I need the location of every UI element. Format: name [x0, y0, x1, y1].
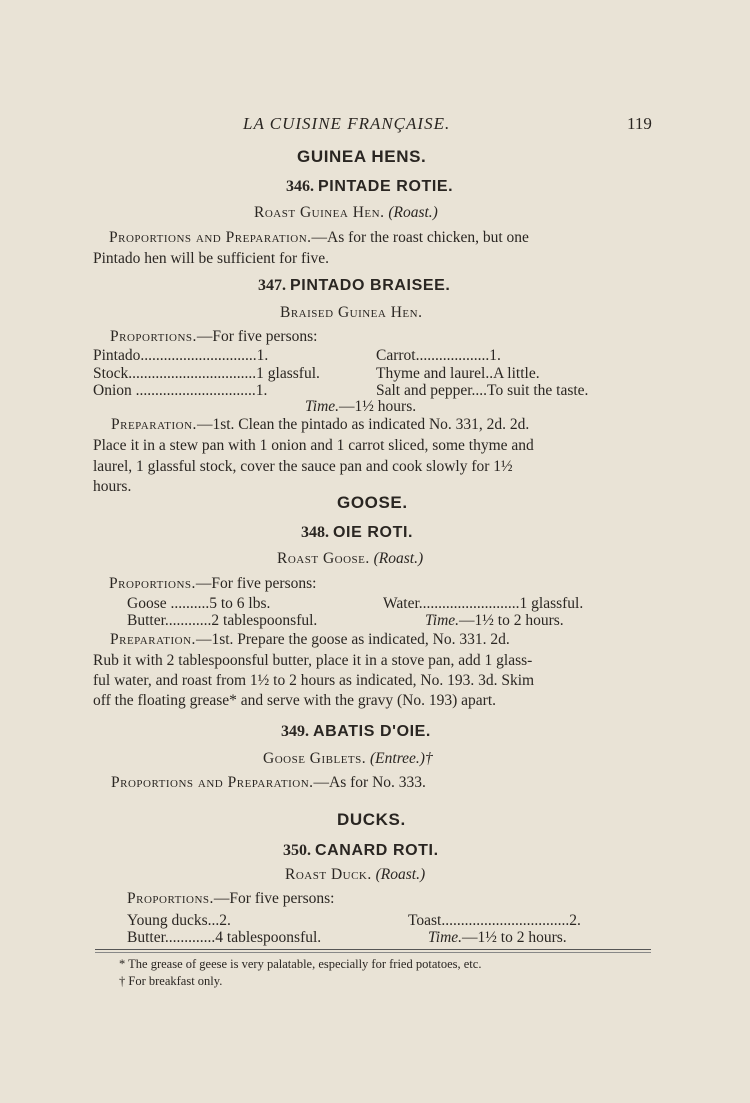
recipe-347-preparation	[111, 416, 529, 434]
ingredient-right: Toast.................................2.	[408, 912, 581, 929]
recipe-346-heading	[286, 178, 453, 196]
recipe-349-heading	[281, 723, 431, 741]
proportions-text: —For five persons:	[196, 328, 318, 345]
ingredient-left: Stock.................................1 glassful.	[93, 365, 320, 382]
recipe-subtitle-style: (Roast.)	[388, 204, 438, 221]
recipe-346-proportions	[109, 229, 529, 247]
time-value: —1½ hours.	[339, 398, 417, 415]
proportions-label: Proportions.	[109, 575, 196, 592]
footnote-rule	[95, 949, 651, 950]
page-number: 119	[627, 114, 652, 133]
recipe-346-proportions-cont: Pintado hen will be sufficient for five.	[93, 250, 330, 267]
recipe-348-preparation	[110, 631, 510, 649]
recipe-number: 349.	[281, 723, 309, 740]
preparation-line: off the floating grease* and serve with the gravy (No. 193) apart.	[93, 692, 497, 709]
proportions-text: —As for No. 333.	[313, 774, 426, 791]
time-label: Time.	[428, 929, 463, 946]
recipe-number: 348.	[301, 524, 329, 541]
preparation-text: —1st. Prepare the goose as indicated, No. 331. 2d.	[195, 631, 510, 648]
recipe-subtitle: Roast Duck.	[285, 866, 372, 883]
preparation-line: laurel, 1 glassful stock, cover the sauce pan and cook slowly for 1½	[93, 458, 513, 475]
cooking-time	[305, 398, 416, 416]
ingredient-left: Butter.............4 tablespoonsful.	[127, 929, 322, 946]
recipe-subtitle: Goose Giblets.	[263, 750, 367, 767]
footnote-breakfast: † For breakfast only.	[119, 974, 223, 988]
recipe-number: 346.	[286, 178, 314, 195]
running-title: LA CUISINE FRANÇAISE.	[243, 114, 451, 133]
proportions-text: —For five persons:	[195, 575, 317, 592]
proportions-text: —As for the roast chicken, but one	[311, 229, 529, 246]
preparation-line: Rub it with 2 tablespoonsful butter, place it in a stove pan, add 1 glass-	[93, 652, 533, 669]
recipe-subtitle-style: (Roast.)	[375, 866, 426, 883]
recipe-number: 347.	[258, 277, 286, 294]
time-label: Time.	[305, 398, 340, 415]
recipe-347-subtitle: Braised Guinea Hen.	[280, 304, 423, 321]
preparation-line: ful water, and roast from 1½ to 2 hours as indicated, No. 193. 3d. Skim	[93, 672, 535, 689]
recipe-title: CANARD ROTI.	[315, 842, 439, 859]
preparation-label: Preparation.	[110, 631, 196, 648]
recipe-349-subtitle	[263, 750, 433, 768]
recipe-subtitle-style: (Roast.)	[373, 550, 424, 567]
recipe-347-proportions	[110, 328, 317, 346]
time-value: —1½ to 2 hours.	[459, 612, 564, 629]
cooking-time	[425, 612, 564, 630]
preparation-text: —1st. Clean the pintado as indicated No. 331, 2d. 2d.	[196, 416, 530, 433]
cooking-time	[428, 929, 567, 947]
recipe-title: ABATIS D'OIE.	[313, 723, 431, 740]
ingredient-right: Carrot...................1.	[376, 347, 501, 364]
ingredient-left: Onion ...............................1.	[93, 382, 268, 399]
recipe-347-heading	[258, 277, 450, 295]
recipe-title: OIE ROTI.	[333, 524, 414, 541]
footnote-grease: * The grease of geese is very palatable, especially for fried potatoes, etc.	[119, 957, 482, 971]
footnote-rule-second	[95, 952, 651, 953]
ingredient-left: Butter............2 tablespoonsful.	[127, 612, 318, 629]
recipe-348-subtitle	[277, 550, 423, 568]
recipe-number: 350.	[283, 842, 311, 859]
ingredient-left: Goose ..........5 to 6 lbs.	[127, 595, 271, 612]
recipe-title: PINTADO BRAISEE.	[290, 277, 451, 294]
proportions-text: —For five persons:	[213, 890, 335, 907]
proportions-label: Proportions and Preparation.	[111, 774, 314, 791]
recipe-350-subtitle	[285, 866, 425, 884]
ingredient-left: Pintado..............................1.	[93, 347, 269, 364]
time-value: —1½ to 2 hours.	[462, 929, 567, 946]
recipe-348-heading	[301, 524, 413, 542]
recipe-348-proportions	[109, 575, 316, 593]
preparation-line: hours.	[93, 478, 132, 495]
preparation-label: Preparation.	[111, 416, 197, 433]
section-title-ducks: DUCKS.	[337, 810, 406, 829]
recipe-350-proportions	[127, 890, 334, 908]
proportions-label: Proportions.	[127, 890, 214, 907]
time-label: Time.	[425, 612, 460, 629]
proportions-label: Proportions and Preparation.	[109, 229, 312, 246]
preparation-line: Place it in a stew pan with 1 onion and 1 carrot sliced, some thyme and	[93, 437, 534, 454]
recipe-subtitle: Roast Guinea Hen.	[254, 204, 385, 221]
recipe-349-proportions	[111, 774, 426, 792]
section-title-guinea-hens: GUINEA HENS.	[297, 147, 427, 166]
recipe-346-subtitle	[254, 204, 438, 222]
recipe-350-heading	[283, 842, 439, 860]
ingredient-left: Young ducks...2.	[127, 912, 231, 929]
proportions-label: Proportions.	[110, 328, 197, 345]
ingredient-right: Thyme and laurel..A little.	[376, 365, 540, 382]
ingredient-right: Salt and pepper....To suit the taste.	[376, 382, 589, 399]
ingredient-right: Water..........................1 glassful.	[383, 595, 584, 612]
section-title-goose: GOOSE.	[337, 493, 408, 512]
recipe-subtitle: Roast Goose.	[277, 550, 370, 567]
recipe-subtitle-style: (Entree.)†	[370, 750, 433, 767]
recipe-title: PINTADE ROTIE.	[318, 178, 454, 195]
